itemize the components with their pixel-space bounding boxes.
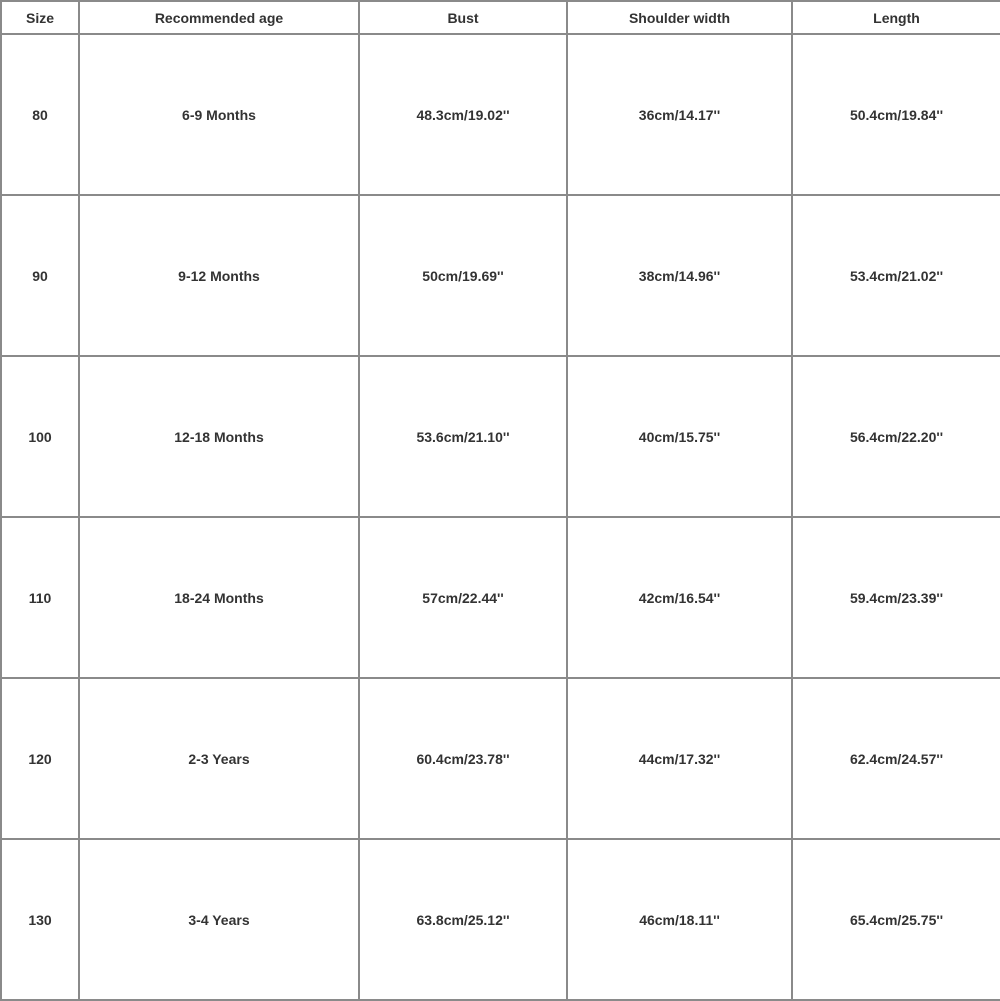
table-row — [1, 839, 1000, 1000]
cell-recommended-age: 18-24 Months — [79, 517, 359, 678]
header-shoulder-width: Shoulder width — [567, 1, 792, 34]
cell-bust: 63.8cm/25.12'' — [359, 839, 567, 1000]
cell-bust: 60.4cm/23.78'' — [359, 678, 567, 839]
table-row — [1, 356, 1000, 517]
header-recommended-age: Recommended age — [79, 1, 359, 34]
cell-length: 56.4cm/22.20'' — [792, 356, 1000, 517]
cell-shoulder-width: 46cm/18.11'' — [567, 839, 792, 1000]
header-row — [1, 1, 1000, 34]
cell-bust: 48.3cm/19.02'' — [359, 34, 567, 195]
table-body — [1, 34, 1000, 1000]
table-row — [1, 678, 1000, 839]
table-row — [1, 517, 1000, 678]
table-row — [1, 34, 1000, 195]
table-row — [1, 195, 1000, 356]
cell-size: 130 — [1, 839, 79, 1000]
cell-shoulder-width: 42cm/16.54'' — [567, 517, 792, 678]
cell-length: 65.4cm/25.75'' — [792, 839, 1000, 1000]
cell-length: 50.4cm/19.84'' — [792, 34, 1000, 195]
cell-shoulder-width: 36cm/14.17'' — [567, 34, 792, 195]
table-header — [1, 1, 1000, 34]
cell-recommended-age: 9-12 Months — [79, 195, 359, 356]
cell-recommended-age: 2-3 Years — [79, 678, 359, 839]
cell-size: 100 — [1, 356, 79, 517]
cell-recommended-age: 6-9 Months — [79, 34, 359, 195]
cell-length: 62.4cm/24.57'' — [792, 678, 1000, 839]
header-size: Size — [1, 1, 79, 34]
cell-size: 90 — [1, 195, 79, 356]
cell-bust: 50cm/19.69'' — [359, 195, 567, 356]
cell-length: 59.4cm/23.39'' — [792, 517, 1000, 678]
cell-recommended-age: 12-18 Months — [79, 356, 359, 517]
cell-size: 80 — [1, 34, 79, 195]
cell-bust: 57cm/22.44'' — [359, 517, 567, 678]
cell-length: 53.4cm/21.02'' — [792, 195, 1000, 356]
header-bust: Bust — [359, 1, 567, 34]
cell-recommended-age: 3-4 Years — [79, 839, 359, 1000]
cell-bust: 53.6cm/21.10'' — [359, 356, 567, 517]
header-length: Length — [792, 1, 1000, 34]
cell-size: 110 — [1, 517, 79, 678]
cell-size: 120 — [1, 678, 79, 839]
cell-shoulder-width: 38cm/14.96'' — [567, 195, 792, 356]
cell-shoulder-width: 40cm/15.75'' — [567, 356, 792, 517]
cell-shoulder-width: 44cm/17.32'' — [567, 678, 792, 839]
